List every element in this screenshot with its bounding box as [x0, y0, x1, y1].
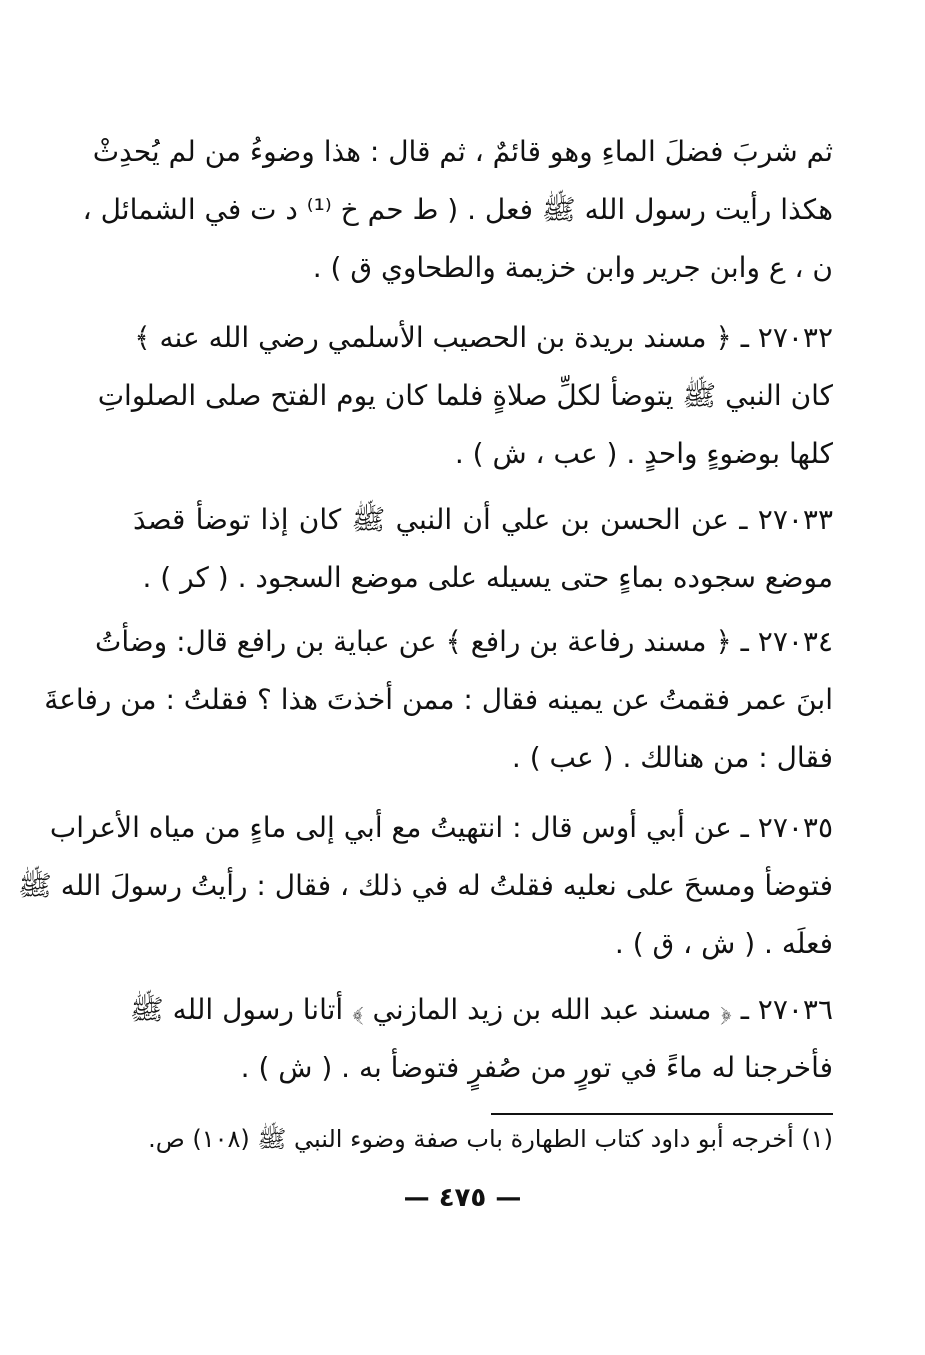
text-line-5: كان النبي ﷺ يتوضأ لكلِّ صلاةٍ فلما كان يوم الفتح صلى الصلواتِ: [97, 379, 833, 412]
page-number: — ٤٧٥ —: [403, 1183, 522, 1213]
text-line-14: فعلَه . ( ش ، ق ) .: [614, 927, 833, 960]
hadith-27032-heading: ٢٧٠٣٢ ـ ﴿ مسند بريدة بن الحصيب الأسلمي رضي الله عنه ﴾: [134, 321, 833, 354]
text-line-16: فأخرجنا له ماءً في تورٍ من صُفرٍ فتوضأ به . ( ش ) .: [240, 1051, 833, 1084]
text-line-8: موضع سجوده بماءٍ حتى يسيله على موضع السجود . ( كر ) .: [142, 561, 833, 594]
footnote-divider: [491, 1113, 833, 1115]
hadith-27034-heading: ٢٧٠٣٤ ـ ﴿ مسند رفاعة بن رافع ﴾ عن عباية بن رافع قال: وضأتُ: [95, 625, 833, 658]
text-line-1: ثم شربَ فضلَ الماءِ وهو قائمٌ ، ثم قال : هذا وضوءُ من لم يُحدِثْ: [92, 135, 833, 168]
text-line-13: فتوضأ ومسحَ على نعليه فقلتُ له في ذلك ، فقال : رأيتُ رسولَ الله ﷺ: [18, 869, 833, 902]
text-line-2: هكذا رأيت رسول الله ﷺ فعل . ( ط حم خ ⁽¹⁾ د ت في الشمائل ،: [82, 193, 833, 226]
text-line-11: فقال : من هنالك . ( عب ) .: [511, 741, 833, 774]
text-line-6: كلها بوضوءٍ واحدٍ . ( عب ، ش ) .: [454, 437, 833, 470]
hadith-27033-heading: ٢٧٠٣٣ ـ عن الحسن بن علي أن النبي ﷺ كان إذا توضأ قصدَ: [133, 503, 833, 536]
text-line-10: ابنَ عمر فقمتُ عن يمينه فقال : ممن أخذتَ هذا ؟ فقلتُ : من رفاعةَ: [44, 683, 833, 716]
text-line-3: ن ، ع وابن جرير وابن خزيمة والطحاوي ق ) .: [312, 251, 833, 284]
hadith-27036-heading: ٢٧٠٣٦ ـ ﴿ مسند عبد الله بن زيد المازني ﴾ أتانا رسول الله ﷺ: [129, 993, 833, 1026]
footnote: (١) أخرجه أبو داود كتاب الطهارة باب صفة وضوء النبي ﷺ (١٠٨) ص.: [148, 1125, 833, 1153]
hadith-27035-heading: ٢٧٠٣٥ ـ عن أبي أوس قال : انتهيتُ مع أبي إلى ماءٍ من مياه الأعراب: [49, 811, 833, 844]
